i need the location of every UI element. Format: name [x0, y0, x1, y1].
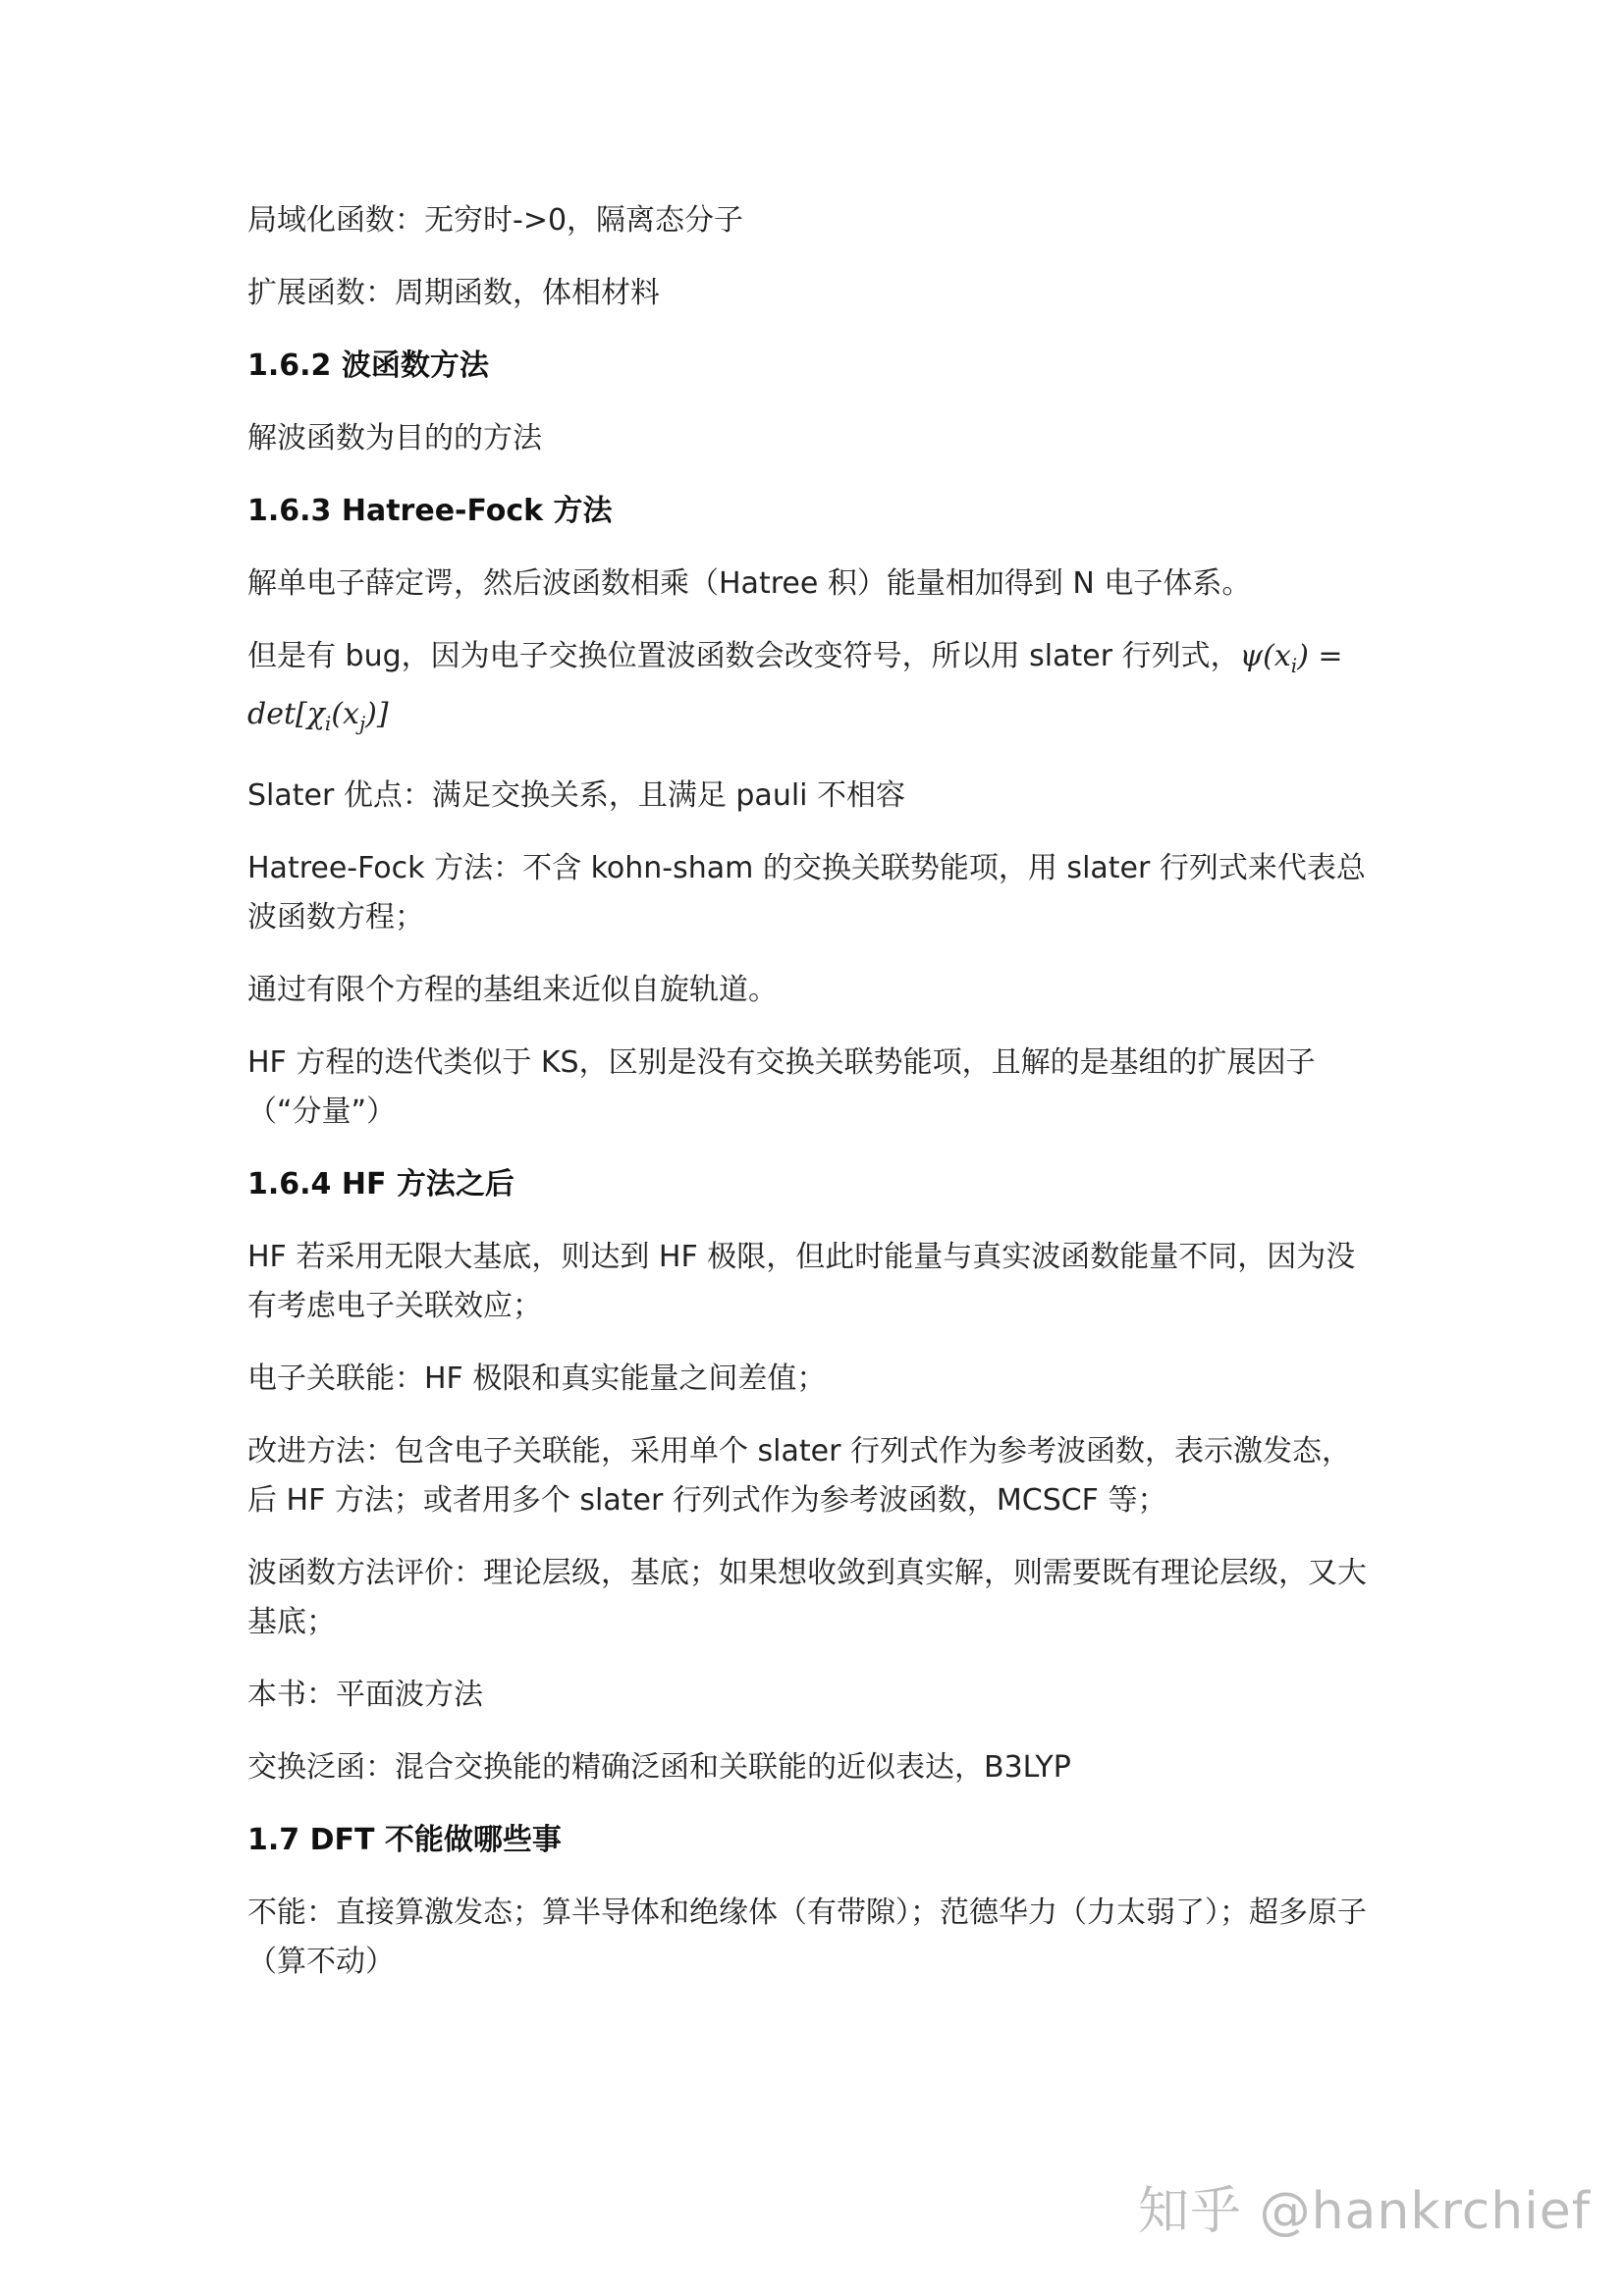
paragraph-improvements: 改进方法：包含电子关联能，采用单个 slater 行列式作为参考波函数，表示激发态，后 HF 方法；或者用多个 slater 行列式作为参考波函数，MCSCF 等； [247, 1434, 1351, 1518]
paragraph-correlation-energy: 电子关联能：HF 极限和真实能量之间差值； [247, 1362, 827, 1396]
paragraph-localized-functions: 局域化函数：无穷时->0，隔离态分子 [247, 203, 744, 238]
slater-text: 但是有 bug，因为电子交换位置波函数会改变符号，所以用 slater 行列式， [247, 639, 1240, 673]
paragraph-dft-limitations: 不能：直接算激发态；算半导体和绝缘体（有带隙）；范德华力（力太弱了）；超多原子（算不动） [247, 1896, 1367, 1979]
heading-1-7: 1.7 DFT 不能做哪些事 [247, 1823, 562, 1857]
heading-1-6-4: 1.6.4 HF 方法之后 [247, 1167, 514, 1201]
paragraph-hf-method: Hatree-Fock 方法：不含 kohn-sham 的交换关联势能项，用 slater 行列式来代表总波函数方程； [247, 851, 1366, 934]
paragraph-wavefunction-method: 解波函数为目的的方法 [247, 421, 542, 455]
heading-1-6-3: 1.6.3 Hatree-Fock 方法 [247, 494, 613, 528]
paragraph-hf-limit: HF 若采用无限大基底，则达到 HF 极限，但此时能量与真实波函数能量不同，因为没有考虑电子关联效应； [247, 1240, 1356, 1323]
paragraph-this-book: 本书：平面波方法 [247, 1678, 483, 1712]
zhihu-watermark: 知乎 @hankrchief [1138, 2182, 1591, 2241]
paragraph-hf-iteration: HF 方程的迭代类似于 KS，区别是没有交换关联势能项，且解的是基组的扩展因子（“分量”） [247, 1045, 1316, 1129]
heading-1-6-2: 1.6.2 波函数方法 [247, 348, 489, 383]
math-psi: $\psi(x_i)$ = [1239, 639, 1343, 677]
paragraph-slater-determinant [247, 632, 1377, 748]
math-det: $\det[\chi_i(x_j)]$ [247, 697, 389, 735]
paragraph-extended-functions: 扩展函数：周期函数，体相材料 [247, 276, 660, 310]
paragraph-exchange-functional: 交换泛函：混合交换能的精确泛函和关联能的近似表达，B3LYP [247, 1750, 1071, 1785]
paragraph-evaluation: 波函数方法评价：理论层级，基底；如果想收敛到真实解，则需要既有理论层级，又大基底； [247, 1556, 1367, 1639]
paragraph-hartree-product: 解单电子薛定谔，然后波函数相乘（Hatree 积）能量相加得到 N 电子体系。 [247, 566, 1252, 601]
paragraph-basis-set: 通过有限个方程的基组来近似自旋轨道。 [247, 973, 778, 1007]
document-content [247, 196, 1377, 2010]
paragraph-slater-advantages: Slater 优点：满足交换关系，且满足 pauli 不相容 [247, 778, 906, 813]
